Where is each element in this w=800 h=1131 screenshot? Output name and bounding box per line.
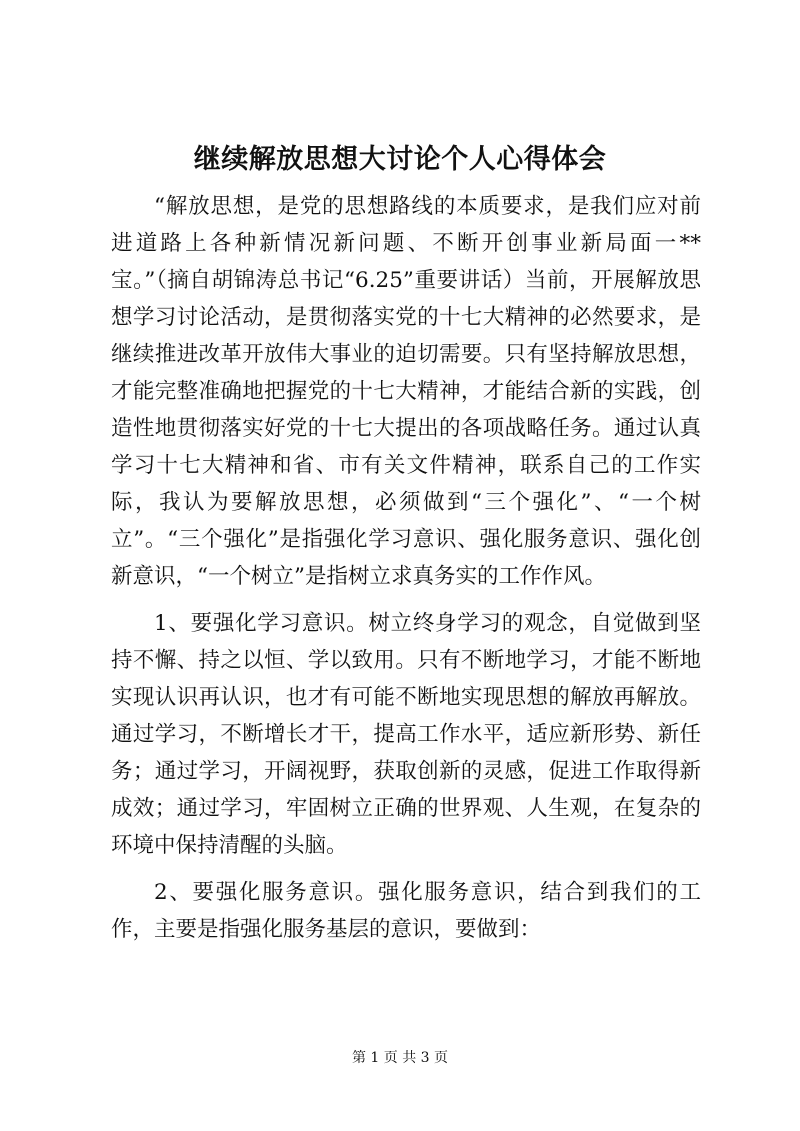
document-body xyxy=(111,188,701,958)
paragraph-learning: 1、要强化学习意识。树立终身学习的观念，自觉做到坚持不懈、持之以恒、学以致用。只有不断地学习，才能不断地实现认识再认识，也才有可能不断地实现思想的解放再解放。通过学习，不断增长才干，提高工作水平，适应新形势、新任务；通过学习，开阔视野，获取创新的灵感，促进工作取得新成效；通过学习，牢固树立正确的世界观、人生观，在复杂的环境中保持清醒的头脑。 xyxy=(111,611,701,858)
page-number-footer: 第 1 页 共 3 页 xyxy=(351,1050,449,1066)
paragraph-intro: “解放思想，是党的思想路线的本质要求，是我们应对前进道路上各种新情况新问题、不断开创事业新局面一**宝。”（摘自胡锦涛总书记“6.25”重要讲话）当前，开展解放思想学习讨论活动，是贯彻落实党的十七大精神的必然要求，是继续推进改革开放伟大事业的迫切需要。只有坚持解放思想，才能完整准确地把握党的十七大精神，才能结合新的实践，创造性地贯彻落实好党的十七大提出的各项战略任务。通过认真学习十七大精神和省、市有关文件精神，联系自己的工作实际，我认为要解放思想，必须做到“三个强化”、“一个树立”。“三个强化”是指强化学习意识、强化服务意识、强化创新意识，“一个树立”是指树立求真务实的工作作风。 xyxy=(111,194,701,589)
document-title: 继续解放思想大讨论个人心得体会 xyxy=(193,144,607,175)
paragraph-service: 2、要强化服务意识。强化服务意识，结合到我们的工作，主要是指强化服务基层的意识，要做到： xyxy=(111,880,701,942)
